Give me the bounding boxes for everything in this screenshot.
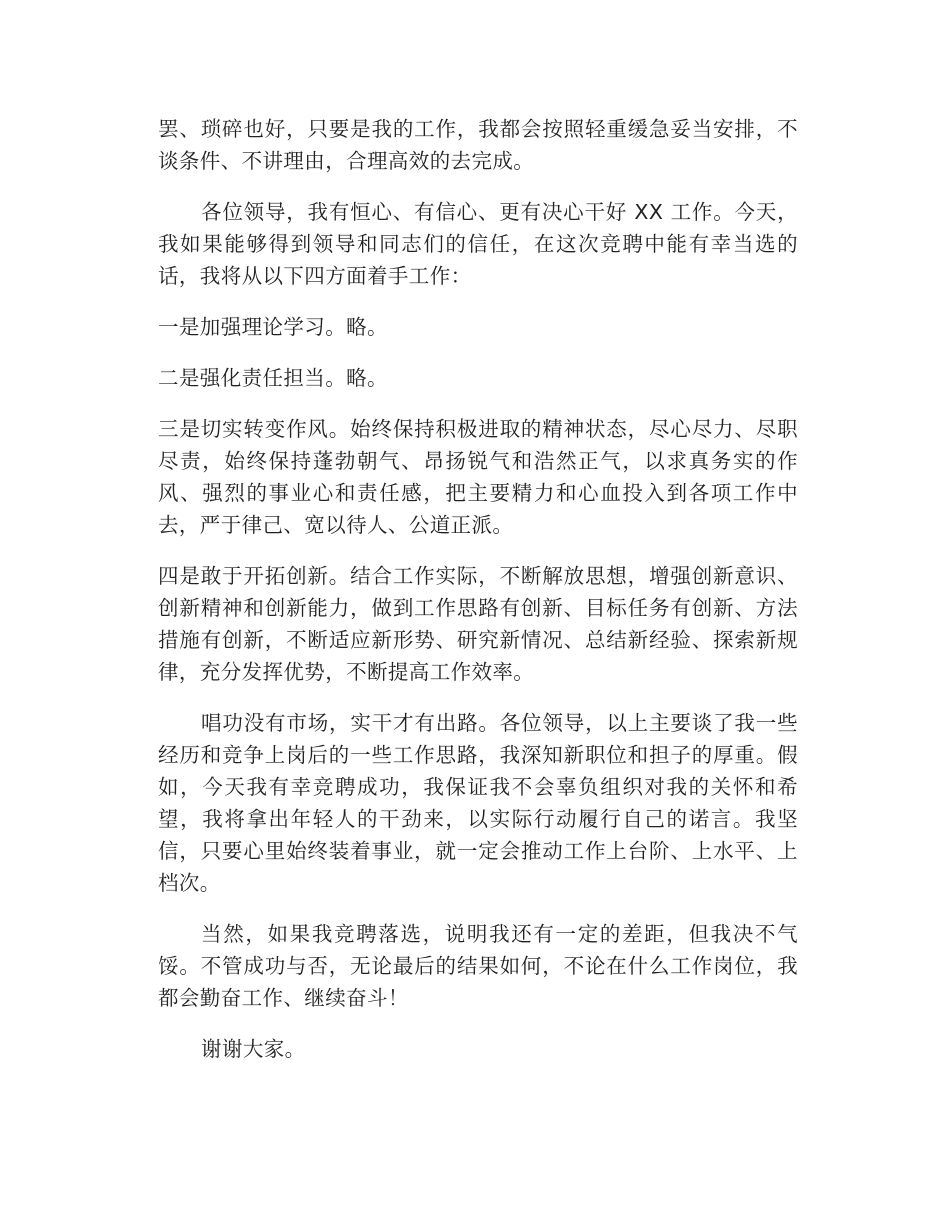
paragraph-8: 当然，如果我竞聘落选，说明我还有一定的差距，但我决不气馁。不管成功与否，无论最后的结果如何，不论在什么工作岗位，我都会勤奋工作、继续奋斗！ [158, 922, 798, 1010]
paragraph-1: 罢、琐碎也好，只要是我的工作，我都会按照轻重缓急妥当安排，不谈条件、不讲理由，合理高效的去完成。 [158, 117, 798, 173]
paragraph-6: 四是敢于开拓创新。结合工作实际，不断解放思想，增强创新意识、创新精神和创新能力，做到工作思路有创新、目标任务有创新、方法措施有创新，不断适应新形势、研究新情况、总结新经验、探索新规律，充分发挥优势，不断提高工作效率。 [158, 564, 798, 684]
paragraph-3: 一是加强理论学习。略。 [158, 315, 388, 339]
document-body [158, 113, 798, 1084]
paragraph-4: 二是强化责任担当。略。 [158, 366, 388, 390]
paragraph-5: 三是切实转变作风。始终保持积极进取的精神状态，尽心尽力、尽职尽责，始终保持蓬勃朝气、昂扬锐气和浩然正气，以求真务实的作风、强烈的事业心和责任感，把主要精力和心血投入到各项工作中去，严于律己、宽以待人、公道正派。 [158, 417, 798, 537]
paragraph-7: 唱功没有市场，实干才有出路。各位领导，以上主要谈了我一些经历和竞争上岗后的一些工作思路，我深知新职位和担子的厚重。假如，今天我有幸竞聘成功，我保证我不会辜负组织对我的关怀和希望，我将拿出年轻人的干劲来，以实际行动履行自己的诺言。我坚信，只要心里始终装着事业，就一定会推动工作上台阶、上水平、上档次。 [158, 711, 798, 895]
paragraph-2: 各位领导，我有恒心、有信心、更有决心干好 XX 工作。今天，我如果能够得到领导和同志们的信任，在这次竞聘中能有幸当选的话，我将从以下四方面着手工作： [158, 200, 798, 288]
paragraph-9: 谢谢大家。 [201, 1037, 306, 1061]
